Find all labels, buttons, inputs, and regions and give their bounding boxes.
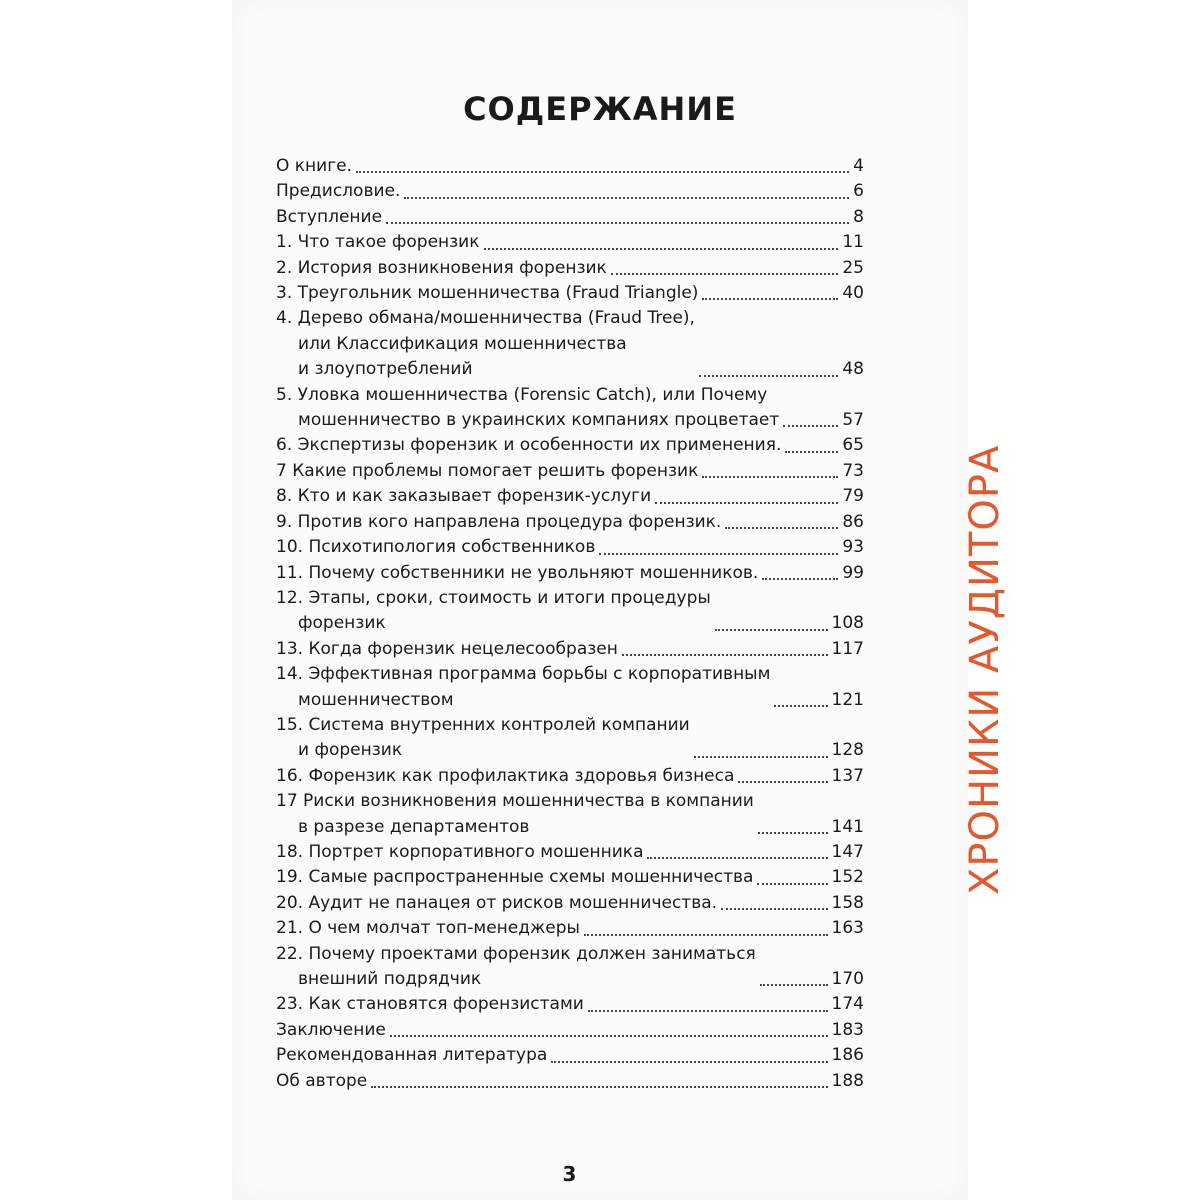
toc-entry-line: Рекомендованная литература	[276, 1045, 548, 1066]
toc-entry-page: 183	[831, 1019, 864, 1040]
toc-entry	[276, 789, 864, 840]
dot-leader	[599, 553, 838, 555]
toc-entry-title	[276, 1018, 386, 1043]
toc-entry-continuation-line: или Классификация мошенничества	[298, 333, 627, 354]
toc-entry-title	[276, 637, 618, 662]
toc-entry-title	[276, 764, 734, 789]
toc-entry-page: 93	[842, 537, 864, 558]
toc-entry	[276, 992, 864, 1017]
toc-entry-page: 11	[842, 232, 864, 253]
toc-entry-page: 8	[853, 206, 864, 227]
toc-entry-page: 6	[853, 181, 864, 202]
toc-entry-continuation-line: и злоупотреблений	[298, 359, 473, 380]
toc-entry-title	[276, 865, 753, 890]
toc-entry-page: 152	[831, 867, 864, 888]
dot-leader	[757, 883, 827, 885]
toc-entry-line: 21. О чем молчат топ-менеджеры	[276, 918, 580, 939]
toc-entry-page: 141	[831, 816, 864, 837]
dot-leader	[738, 781, 827, 783]
toc-entry-line: 13. Когда форензик нецелесообразен	[276, 638, 618, 659]
toc-entry-line: 14. Эффективная программа борьбы с корпоративным	[276, 664, 771, 685]
series-title: ХРОНИКИ АУДИТОРА	[962, 444, 1008, 895]
toc-entry-title	[276, 154, 352, 179]
dot-leader	[702, 476, 838, 478]
toc-entry	[276, 154, 864, 179]
toc-entry-continuation-line: форензик	[298, 613, 386, 634]
toc-entry-title	[276, 383, 779, 434]
toc-entry-line: 7 Какие проблемы помогает решить форензик	[276, 460, 699, 481]
toc-entry-title	[276, 230, 480, 255]
toc-entry-title	[276, 535, 595, 560]
page-number: 3	[562, 1162, 577, 1186]
toc-entry-line: 4. Дерево обмана/мошенничества (Fraud Tree),	[276, 308, 695, 329]
dot-leader	[725, 527, 838, 529]
toc-entry-page: 158	[831, 892, 864, 913]
book-page	[232, 0, 1008, 1200]
dot-leader	[699, 375, 838, 377]
toc-entry	[276, 891, 864, 916]
toc-entry-line: 12. Этапы, сроки, стоимость и итоги процедуры	[276, 587, 711, 608]
dot-leader	[551, 1061, 827, 1063]
toc-entry-page: 137	[831, 765, 864, 786]
toc-entry	[276, 1043, 864, 1068]
toc-entry-line: 11. Почему собственники не увольняют мошенников.	[276, 562, 759, 583]
toc-entry	[276, 1069, 864, 1094]
dot-leader	[386, 222, 849, 224]
toc-heading: СОДЕРЖАНИЕ	[463, 90, 737, 128]
toc-entry-line: 3. Треугольник мошенничества (Fraud Triangle)	[276, 283, 699, 304]
toc-entry	[276, 1018, 864, 1043]
dot-leader	[783, 425, 838, 427]
toc-entry-line: 17 Риски возникновения мошенничества в компании	[276, 791, 754, 812]
toc-entry-page: 117	[831, 638, 864, 659]
toc-entry	[276, 205, 864, 230]
toc-entry	[276, 510, 864, 535]
toc-entry-page: 170	[831, 969, 864, 989]
toc-entry-continuation-line: внешний подрядчик	[298, 969, 482, 989]
toc-entry-page: 108	[831, 613, 864, 634]
toc-entry-line: Предисловие.	[276, 181, 401, 202]
dot-leader	[760, 984, 828, 986]
toc-entry	[276, 433, 864, 458]
toc-entry	[276, 561, 864, 586]
toc-entry-title	[276, 433, 781, 458]
toc-entry-title	[276, 891, 717, 916]
toc-entry-continuation-line: в разрезе департаментов	[298, 816, 530, 837]
toc-entry-title	[276, 179, 400, 204]
toc-entry-line: 10. Психотипология собственников	[276, 537, 596, 558]
toc-entry	[276, 230, 864, 255]
toc-entry-line: 8. Кто и как заказывает форензик-услуги	[276, 486, 652, 507]
toc-entry-title	[276, 459, 698, 484]
toc-entry-line: 6. Экспертизы форензик и особенности их применения.	[276, 435, 782, 456]
dot-leader	[758, 832, 828, 834]
toc-entry-page: 86	[842, 511, 864, 532]
toc-entry	[276, 713, 864, 764]
toc-entry	[276, 535, 864, 560]
dot-leader	[694, 756, 828, 758]
toc-entry-title	[276, 662, 770, 713]
toc-entry-page: 128	[831, 740, 864, 761]
dot-leader	[404, 197, 849, 199]
toc-entry-title	[276, 306, 695, 382]
toc-entry-line: 22. Почему проектами форензик должен заниматься	[276, 943, 756, 964]
toc-entry-page: 48	[842, 359, 864, 380]
toc-entry-title	[276, 561, 758, 586]
toc-entry-title	[276, 916, 580, 941]
toc-entry-page: 79	[842, 486, 864, 507]
toc-entry	[276, 916, 864, 941]
toc-entry-line: Об авторе	[276, 1070, 368, 1091]
toc-entry	[276, 637, 864, 662]
table-of-contents	[276, 154, 864, 1094]
toc-entry-page: 25	[842, 257, 864, 278]
toc-entry-continuation-line: мошенничеством	[298, 689, 454, 710]
toc-entry-page: 73	[842, 460, 864, 481]
toc-entry-title	[276, 281, 698, 306]
dot-leader	[647, 857, 827, 859]
dot-leader	[356, 171, 849, 173]
toc-entry-page: 188	[831, 1070, 864, 1091]
toc-entry-line: 2. История возникновения форензик	[276, 257, 607, 278]
dot-leader	[702, 298, 838, 300]
toc-entry	[276, 281, 864, 306]
toc-entry-line: 20. Аудит не панацея от рисков мошенничества.	[276, 892, 718, 913]
toc-entry-page: 40	[842, 283, 864, 304]
toc-entry	[276, 306, 864, 382]
toc-entry	[276, 179, 864, 204]
dot-leader	[584, 934, 828, 936]
dot-leader	[622, 654, 828, 656]
toc-entry-page: 99	[842, 562, 864, 583]
toc-entry	[276, 586, 864, 637]
toc-entry-title	[276, 942, 756, 993]
toc-entry-continuation-line: мошенничество в украинских компаниях процветает	[298, 410, 780, 431]
toc-entry-title	[276, 1069, 367, 1094]
toc-entry-title	[276, 510, 721, 535]
toc-entry-line: 5. Уловка мошенничества (Forensic Catch), или Почему	[276, 384, 768, 405]
toc-entry-page: 163	[831, 918, 864, 939]
toc-entry-line: 19. Самые распространенные схемы мошенничества	[276, 867, 754, 888]
dot-leader	[390, 1035, 828, 1037]
toc-entry-title	[276, 840, 643, 865]
toc-entry	[276, 459, 864, 484]
toc-entry-line: 23. Как становятся форензистами	[276, 994, 584, 1015]
toc-entry-line: Заключение	[276, 1019, 386, 1040]
toc-entry-title	[276, 586, 711, 637]
toc-entry-line: 16. Форензик как профилактика здоровья бизнеса	[276, 765, 735, 786]
dot-leader	[655, 502, 838, 504]
dot-leader	[611, 273, 839, 275]
dot-leader	[484, 248, 839, 250]
toc-entry-continuation-line: и форензик	[298, 740, 403, 761]
toc-entry-page: 174	[831, 994, 864, 1015]
toc-entry-title	[276, 256, 607, 281]
toc-entry-page: 4	[853, 156, 864, 176]
toc-entry-line: 1. Что такое форензик	[276, 232, 480, 253]
dot-leader	[721, 908, 828, 910]
toc-entry	[276, 256, 864, 281]
toc-entry	[276, 383, 864, 434]
toc-entry-page: 147	[831, 841, 864, 862]
toc-entry-title	[276, 484, 651, 509]
toc-entry-line: 15. Система внутренних контролей компании	[276, 714, 690, 735]
dot-leader	[774, 705, 827, 707]
toc-entry-page: 186	[831, 1045, 864, 1066]
toc-entry-line: 9. Против кого направлена процедура форензик.	[276, 511, 722, 532]
toc-entry	[276, 865, 864, 890]
toc-entry-title	[276, 1043, 547, 1068]
toc-entry	[276, 764, 864, 789]
toc-entry	[276, 942, 864, 993]
toc-entry-page: 121	[831, 689, 864, 710]
toc-entry-line: О книге.	[276, 156, 353, 176]
dot-leader	[762, 578, 838, 580]
toc-entry	[276, 484, 864, 509]
dot-leader	[785, 451, 838, 453]
toc-entry-title	[276, 992, 584, 1017]
dot-leader	[715, 629, 828, 631]
toc-entry-page: 57	[842, 410, 864, 431]
toc-entry	[276, 662, 864, 713]
toc-entry-title	[276, 789, 754, 840]
toc-entry-title	[276, 205, 382, 230]
toc-entry-page: 65	[842, 435, 864, 456]
toc-entry-line: 18. Портрет корпоративного мошенника	[276, 841, 644, 862]
toc-entry-title	[276, 713, 690, 764]
toc-entry	[276, 840, 864, 865]
toc-entry-line: Вступление	[276, 206, 383, 227]
dot-leader	[588, 1010, 828, 1012]
dot-leader	[371, 1086, 827, 1088]
